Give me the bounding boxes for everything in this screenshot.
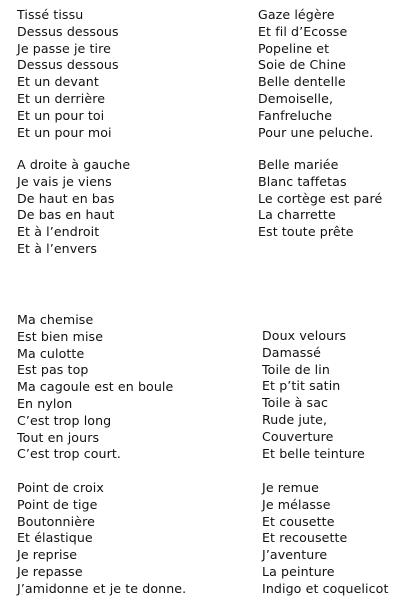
left-stanza-1 xyxy=(17,7,119,141)
poem-line: Boutonnière xyxy=(17,513,95,529)
poem-line: Tissé tissu xyxy=(17,7,84,22)
poem-line: Est toute prête xyxy=(258,224,354,240)
poem-line: Et belle teinture xyxy=(262,445,365,461)
left-stanza-4 xyxy=(17,480,186,598)
poem-line: Et un pour toi xyxy=(17,107,105,123)
poem-line: Est bien mise xyxy=(17,328,104,344)
poem-line: Et un pour moi xyxy=(17,124,112,140)
poem-line: Blanc taffetas xyxy=(258,173,347,189)
left-stanza-2 xyxy=(17,157,130,258)
poem-line: Et fil d’Ecosse xyxy=(258,23,348,39)
poem-line: Je passe je tire xyxy=(17,40,111,56)
poem-line: Fanfreluche xyxy=(258,107,333,123)
poem-line: A droite à gauche xyxy=(17,157,131,172)
poem-line: Tout en jours xyxy=(17,429,100,445)
poem-line: La peinture xyxy=(262,563,335,579)
poem-line: Et à l’envers xyxy=(17,240,98,256)
poem-line: Et cousette xyxy=(262,513,335,529)
poem-line: Point de croix xyxy=(17,480,104,495)
poem-line: Pour une peluche. xyxy=(258,124,374,140)
poem-line: Ma chemise xyxy=(17,312,94,327)
poem-line: Dessus dessous xyxy=(17,23,119,39)
poem-line: Belle dentelle xyxy=(258,74,346,90)
poem-line: Popeline et xyxy=(258,40,330,56)
poem-line: Toile de lin xyxy=(262,361,330,377)
poem-line: Ma culotte xyxy=(17,345,85,361)
poem-line: Dessus dessous xyxy=(17,57,119,73)
poem-line: J’amidonne et je te donne. xyxy=(17,580,187,596)
poem-line: Et à l’endroit xyxy=(17,224,100,240)
poem-line: Ma cagoule est en boule xyxy=(17,379,174,395)
poem-line: De haut en bas xyxy=(17,190,115,206)
poem-line: Je repasse xyxy=(17,563,83,579)
poem-line: C’est trop court. xyxy=(17,446,122,462)
poem-line: Et un derrière xyxy=(17,90,106,106)
poem-line: Le cortège est paré xyxy=(258,190,383,206)
poem-line: De bas en haut xyxy=(17,207,115,223)
right-stanza-3 xyxy=(262,328,365,462)
poem-line: Toile à sac xyxy=(262,395,329,411)
poem-line: Point de tige xyxy=(17,496,98,512)
poem-line: Damassé xyxy=(262,344,321,360)
poem-line: Doux velours xyxy=(262,328,347,343)
poem-line: Demoiselle, xyxy=(258,90,334,106)
poem-line: Soie de Chine xyxy=(258,57,346,73)
poem-line: Je remue xyxy=(262,480,319,495)
right-stanza-4 xyxy=(262,480,389,598)
poem-line: Et p’tit satin xyxy=(262,378,341,394)
right-stanza-2 xyxy=(258,157,382,241)
poem-line: Couverture xyxy=(262,428,334,444)
poem-line: Je mélasse xyxy=(262,496,331,512)
poem-line: Est pas top xyxy=(17,362,89,378)
poem-line: Gaze légère xyxy=(258,7,335,22)
poem-line: Rude jute, xyxy=(262,411,328,427)
poem-line: Et un devant xyxy=(17,74,99,90)
poem-line: Et élastique xyxy=(17,530,93,546)
poem-line: La charrette xyxy=(258,207,336,223)
left-stanza-3 xyxy=(17,312,173,463)
poem-line: Je vais je viens xyxy=(17,173,112,189)
poem-line: C’est trop long xyxy=(17,412,112,428)
poem-line: J’aventure xyxy=(262,547,328,563)
poem-line: Et recousette xyxy=(262,530,348,546)
poem-line: Indigo et coquelicot xyxy=(262,580,389,596)
poem-line: Belle mariée xyxy=(258,157,339,172)
poem-line: En nylon xyxy=(17,395,73,411)
right-stanza-1 xyxy=(258,7,373,141)
poem-line: Je reprise xyxy=(17,547,78,563)
